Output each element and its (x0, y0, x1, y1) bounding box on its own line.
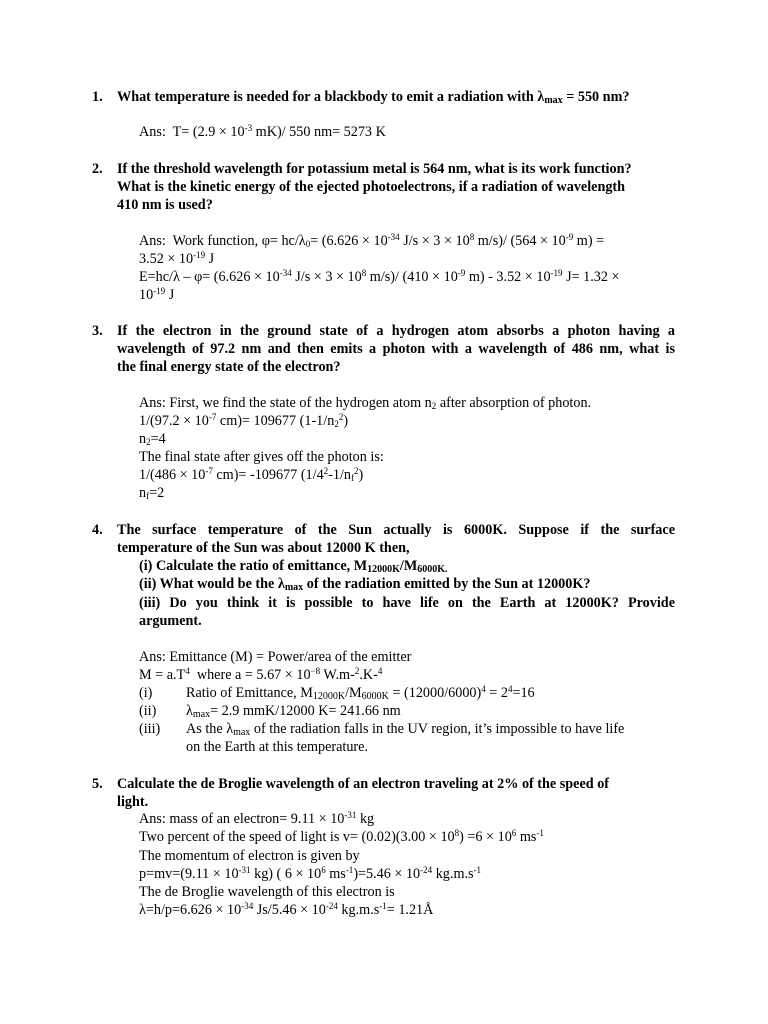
answer-5-line-3: The momentum of electron is given by (139, 848, 360, 864)
question-4-sub-ii: (ii) What would be the $\lambda_{max}$ of the radiation emitted by the Sun at 12000K? (139, 576, 591, 593)
answer-4-item-ii: $\lambda_{max}= 2.9$ mmK/12000 K= 241.66 nm (186, 703, 401, 720)
answer-4-item-label: (i) (139, 685, 153, 701)
question-1-text: What temperature is needed for a blackbody to emit a radiation with $\lambda_{max} = 550$ nm? (117, 89, 630, 106)
answer-4-line-1: Ans: Emittance (M) = Power/area of the emitter (139, 649, 412, 665)
question-number: 4. (92, 522, 103, 538)
question-2-line-3: 410 nm is used? (117, 197, 213, 213)
answer-5-line-4: $p=mv=(9.11 \times 10^{-31}$ kg) ( $6 \times 10^6$ $ms^{-1})=5.46 \times 10^{-24}$ $kg.m.s^{-1}$ (139, 865, 482, 882)
answer-4-line-2: $M = a.T^4$ where $a = 5.67 \times 10^{-8}$ W.m-$^2$.K-$^4$ (139, 666, 383, 683)
answer-3-line-5: $1/(486 \times 10^{-7}$ cm)= -109677 $(1/4^2-1/n_f^2)$ (139, 466, 364, 483)
question-4-sub-iii-line-2: argument. (139, 613, 202, 629)
question-4-sub-iii-line-1: (iii) Do you think it is possible to have life on the Earth at 12000K? Provide (139, 595, 675, 611)
answer-4-item-label: (ii) (139, 703, 157, 719)
question-number: 1. (92, 89, 103, 105)
question-4-sub-i: (i) Calculate the ratio of emittance, $M_{12000K}/M_{6000K.}$ (139, 558, 448, 575)
question-number: 5. (92, 776, 103, 792)
answer-4-item-iii-line-1: As the $\lambda_{max}$ of the radiation falls in the UV region, it’s impossible to have life (186, 721, 625, 738)
question-4-line-1: The surface temperature of the Sun actually is 6000K. Suppose if the surface (117, 522, 675, 538)
question-number: 2. (92, 161, 103, 177)
question-3-line-1: If the electron in the ground state of a hydrogen atom absorbs a photon having a (117, 323, 675, 339)
question-4-line-2: temperature of the Sun was about 12000 K then, (117, 540, 410, 556)
question-5-line-1: Calculate the de Broglie wavelength of an electron traveling at 2% of the speed of (117, 776, 610, 792)
question-3-line-2: wavelength of 97.2 nm and then emits a photon with a wavelength of 486 nm, what is (117, 341, 675, 357)
answer-3-line-3: $n_2=4$ (139, 431, 166, 447)
answer-4-item-iii-line-2: on the Earth at this temperature. (186, 739, 369, 755)
answer-5-line-2: Two percent of the speed of light is $v= (0.02)(3.00 \times 10^8) =6 \times 10^6$ $ms^{-1}$ (139, 828, 544, 845)
answer-3-line-4: The final state after gives off the photon is: (139, 449, 384, 465)
answer-2-line-2: $3.52 \times 10^{-19}$ J (139, 250, 215, 267)
question-2-line-2: What is the kinetic energy of the ejected photoelectrons, if a radiation of wavelength (117, 179, 626, 195)
question-2-line-1: If the threshold wavelength for potassium metal is 564 nm, what is its work function? (117, 161, 632, 177)
answer-3-line-6: $n_f=2$ (139, 485, 165, 501)
answer-5-line-6: $\lambda=h/p=6.626 \times 10^{-34}$ $Js/5.46 \times 10^{-24}$ $kg.m.s^{-1}=$ 1.21Å (139, 901, 434, 918)
answer-4-item-i: Ratio of Emittance, $M_{12000K}/M_{6000K} = (12000/6000)^4 = 2^4=16$ (186, 684, 535, 702)
answer-4-item-label: (iii) (139, 721, 161, 737)
answer-1-line: Ans: $T= (2.9 \times 10^{-3}$ mK)/ 550 nm= 5273 K (139, 123, 386, 140)
question-5-line-2: light. (117, 794, 149, 810)
answer-5-line-5: The de Broglie wavelength of this electron is (139, 884, 395, 900)
answer-3-line-1: Ans: First, we find the state of the hydrogen atom $n_2$ after absorption of photon. (139, 395, 592, 411)
answer-5-line-1: Ans: mass of an electron= $9.11 \times 10^{-31}$ kg (139, 810, 375, 827)
answer-3-line-2: $1/(97.2 \times 10^{-7}$ cm)= 109677 $(1-1/n_2^2)$ (139, 412, 349, 429)
answer-2-line-1: Ans: Work function, $\varphi= hc/\lambda_0= (6.626 \times 10^{-34}$ $J/s \times 3 \times 10^8$ m/s)/ ($564 \times 10^{-9}$ m) = (139, 232, 605, 249)
answer-2-line-4: $10^{-19}$ J (139, 286, 175, 303)
question-3-line-3: the final energy state of the electron? (117, 359, 341, 375)
question-number: 3. (92, 323, 103, 339)
answer-2-line-3: $E=hc/\lambda - \varphi= (6.626 \times 10^{-34}$ $J/s \times 3 \times 10^8$ m/s)/ ($410 \times 10^{-9}$ $m) - 3.52 \times 10^{-19}$ J= 1.32 × (139, 268, 620, 285)
